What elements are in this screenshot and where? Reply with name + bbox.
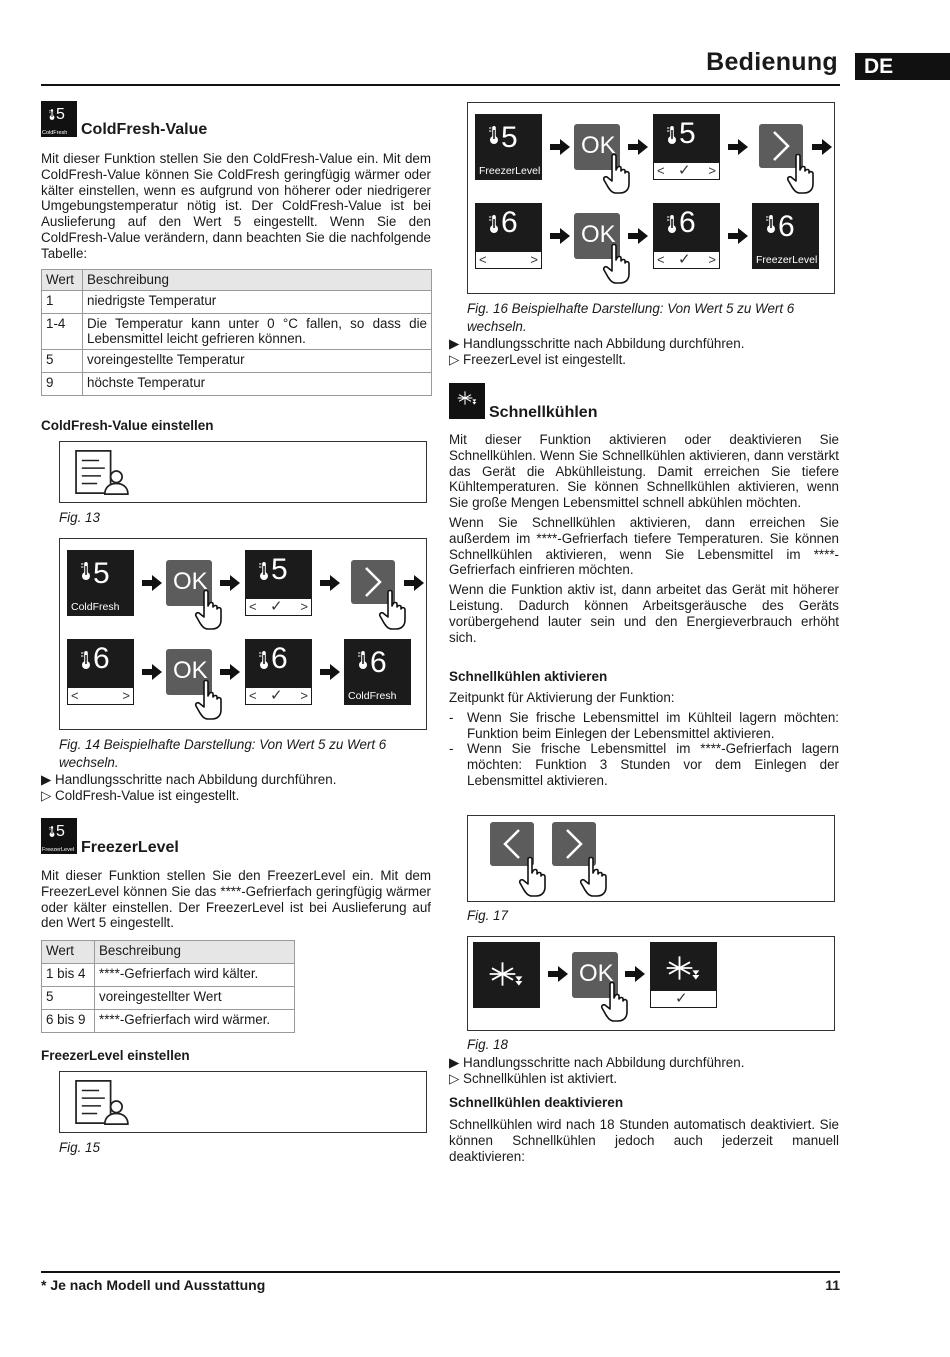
arrow-icon: [320, 664, 340, 680]
hand-pointer-icon: [786, 153, 816, 195]
fig17-caption: Fig. 17: [467, 908, 508, 923]
footer-note: * Je nach Modell und Ausstattung: [41, 1277, 266, 1293]
coldfresh-heading: ColdFresh-Value: [81, 121, 208, 138]
display-coldfresh-5: 5 ColdFresh: [67, 550, 134, 616]
display-value-5-select: 5 < ✓ >: [653, 114, 720, 180]
freezerlevel-icon: 5 FreezerLevel: [41, 818, 77, 854]
freezerlevel-result: ▷ FreezerLevel ist eingestellt.: [449, 352, 627, 367]
display-freezerlevel-5: 5 FreezerLevel: [475, 114, 542, 180]
hand-pointer-icon: [602, 243, 632, 285]
arrow-icon: [628, 139, 648, 155]
arrow-icon: [550, 228, 570, 244]
menu-user-icon: [72, 1078, 130, 1126]
freezerlevel-table: Wert Beschreibung 1 bis 4 ****-Gefrierfach wird kälter. 5 voreingestellter Wert 6 bis 9 ****-Gefrierfach wird wärmer.: [41, 940, 295, 1033]
language-badge: DE: [855, 53, 950, 80]
display-freezerlevel-6: 6 FreezerLevel: [752, 203, 819, 269]
hand-pointer-icon: [378, 589, 408, 631]
ok-button[interactable]: OK: [574, 213, 620, 259]
arrow-icon: [625, 966, 645, 982]
activation-timing: Zeitpunkt für Aktivierung der Funktion:: [449, 690, 675, 705]
ok-button[interactable]: OK: [574, 124, 620, 170]
arrow-icon: [548, 966, 568, 982]
fig13-box: [59, 441, 427, 503]
fig14-caption: Fig. 14 Beispielhafte Darstellung: Von Wert 5 zu Wert 6 wechseln.: [59, 737, 387, 770]
coldfresh-subhead: ColdFresh-Value einstellen: [41, 418, 214, 433]
footer-divider: [41, 1271, 840, 1273]
freezerlevel-intro: Mit dieser Funktion stellen Sie den FreezerLevel ein. Mit dem FreezerLevel können Sie das ****-Gefrierfach geringfügig wärmer oder kälter einstellen. Der FreezerLevel ist bei Auslieferung auf den Wert 5 eingestellt.: [41, 868, 431, 931]
schnellkuehlen-p3: Wenn die Funktion aktiv ist, dann arbeitet das Gerät mit höherer Leistung. Dadurch können Arbeitsgeräusche des Geräts vorübergehend lauter sein und den Energieverbrauch erhöht sich.: [449, 582, 839, 645]
arrow-icon: [628, 228, 648, 244]
arrow-icon: [550, 139, 570, 155]
menu-user-icon: [72, 448, 130, 496]
schnellkuehlen-p1: Mit dieser Funktion aktivieren oder deaktivieren Sie Schnellkühlen. Wenn Sie Schnellkühlen aktivieren, dann verstärkt das Gerät die Abkühlleistung. Damit erreichen Sie tiefere Kühltemperaturen. Sie können Schnellkühlen aktivieren, wenn Sie große Mengen Lebensmittel schnell abkühlen möchten.: [449, 432, 839, 511]
freezerlevel-heading: FreezerLevel: [81, 839, 179, 856]
coldfresh-step: ▶ Handlungsschritte nach Abbildung durchführen.: [41, 772, 337, 787]
fig18-box: [467, 936, 835, 1031]
ok-button[interactable]: OK: [166, 560, 212, 606]
hand-pointer-icon: [518, 856, 548, 898]
fig13-caption: Fig. 13: [59, 510, 100, 525]
superfrost-icon: [449, 383, 485, 419]
arrow-icon: [220, 575, 240, 591]
arrow-icon: [142, 575, 162, 591]
freezerlevel-subhead: FreezerLevel einstellen: [41, 1048, 190, 1063]
schnellkuehlen-step: ▶ Handlungsschritte nach Abbildung durchführen.: [449, 1055, 745, 1070]
list-item: - Wenn Sie frische Lebensmittel im Kühlteil lagern möchten: Funktion beim Einlegen der Lebensmittel aktivieren.: [449, 710, 839, 742]
fig16-caption: Fig. 16 Beispielhafte Darstellung: Von Wert 5 zu Wert 6 wechseln.: [467, 301, 795, 334]
arrow-icon: [728, 139, 748, 155]
arrow-icon: [404, 575, 424, 591]
schnellkuehlen-heading: Schnellkühlen: [489, 404, 598, 421]
page-title: Bedienung: [706, 48, 838, 76]
arrow-icon: [142, 664, 162, 680]
display-value-5-select: 5 < ✓ >: [245, 550, 312, 616]
arrow-icon: [220, 664, 240, 680]
hand-pointer-icon: [579, 856, 609, 898]
coldfresh-icon: 5 ColdFresh: [41, 101, 77, 137]
hand-pointer-icon: [602, 153, 632, 195]
ok-button[interactable]: OK: [572, 952, 618, 998]
display-value-6-confirm: 6 < ✓ >: [653, 203, 720, 269]
schnellkuehlen-result: ▷ Schnellkühlen ist aktiviert.: [449, 1071, 618, 1086]
arrow-icon: [812, 139, 832, 155]
superfrost-confirm-display: ✓: [650, 942, 717, 1008]
page-number: 11: [825, 1277, 840, 1293]
hand-pointer-icon: [194, 589, 224, 631]
display-value-6-confirm: 6 < ✓ >: [245, 639, 312, 705]
fig14-box: [59, 538, 427, 730]
fig15-caption: Fig. 15: [59, 1140, 100, 1155]
display-coldfresh-6: 6 ColdFresh: [344, 639, 411, 705]
hand-pointer-icon: [600, 981, 630, 1023]
arrow-icon: [320, 575, 340, 591]
ok-button[interactable]: OK: [166, 649, 212, 695]
fig18-caption: Fig. 18: [467, 1037, 508, 1052]
coldfresh-result: ▷ ColdFresh-Value ist eingestellt.: [41, 788, 240, 803]
schnellkuehlen-p2: Wenn Sie Schnellkühlen aktivieren, dann erreichen Sie außerdem im ****-Gefrierfach tiefere Temperaturen. Sie können Schnellkühlen aktivieren, wenn Sie Lebensmittel im ****-Gefrierfach einfrieren möchten.: [449, 514, 839, 578]
fig15-box: [59, 1071, 427, 1133]
superfrost-display: [473, 942, 540, 1008]
list-item: - Wenn Sie frische Lebensmittel im ****-Gefrierfach lagern möchten: Funktion 3 Stunden vor dem Einlegen der Lebensmittel aktivieren.: [449, 741, 839, 788]
arrow-icon: [728, 228, 748, 244]
display-value-6-select: 6 < >: [67, 639, 134, 705]
deactivate-subhead: Schnellkühlen deaktivieren: [449, 1095, 624, 1110]
coldfresh-table: Wert Beschreibung 1 niedrigste Temperatur 1-4 Die Temperatur kann unter 0 °C fallen, so dass die Lebensmittel leicht gefrieren können. 5 voreingestellte Temperatur 9 höchste Temperatur: [41, 269, 432, 396]
hand-pointer-icon: [194, 679, 224, 721]
freezerlevel-step: ▶ Handlungsschritte nach Abbildung durchführen.: [449, 336, 745, 351]
display-value-6-select: 6 < >: [475, 203, 542, 269]
fig17-box: [467, 815, 835, 902]
activation-list: [449, 710, 839, 789]
coldfresh-intro: Mit dieser Funktion stellen Sie den ColdFresh-Value ein. Mit dem ColdFresh-Value können Sie ColdFresh geringfügig wärmer oder kälter einstellen, wenn es aufgrund von höherer oder niedrigerer Umgebungstemperatur nötig ist. Der ColdFresh-Value ist bei Auslieferung auf den Wert 5 eingestellt. Wenn Sie den ColdFresh-Value verändern, dann beachten Sie die nachfolgende Tabelle:: [41, 151, 431, 261]
fig16-box: [467, 102, 835, 294]
header-divider: [41, 84, 840, 86]
deactivate-text: Schnellkühlen wird nach 18 Stunden automatisch deaktiviert. Sie können Schnellkühlen jedoch auch jederzeit manuell deaktivieren:: [449, 1117, 839, 1164]
activate-subhead: Schnellkühlen aktivieren: [449, 669, 608, 684]
